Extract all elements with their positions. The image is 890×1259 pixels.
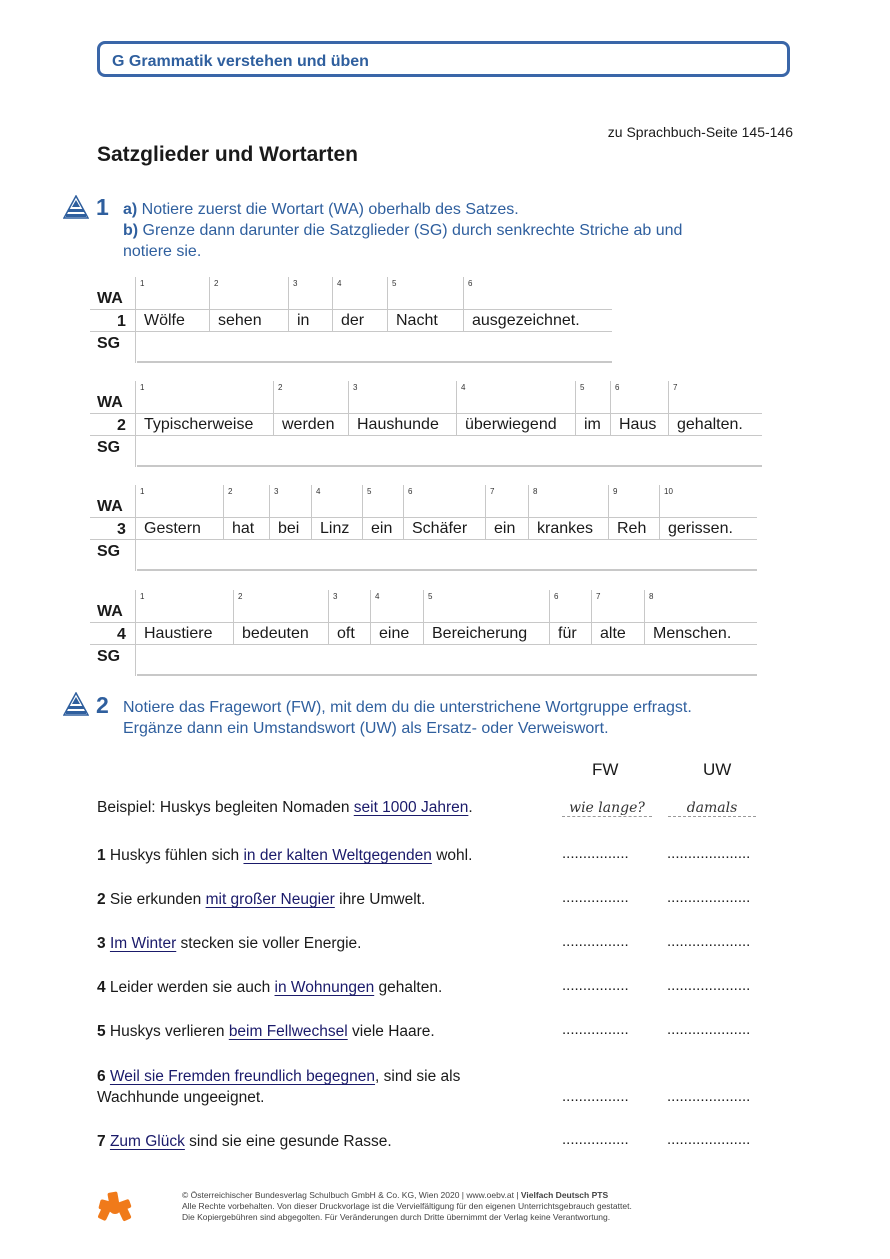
word-cell: ein	[371, 520, 393, 537]
word-cell: Wölfe	[144, 312, 185, 329]
table-line	[90, 644, 757, 645]
table-line	[456, 381, 457, 435]
task2-instructions	[123, 697, 783, 739]
task1-number: 1	[96, 194, 109, 220]
table-line	[608, 485, 609, 539]
item-text: , sind sie als	[375, 1068, 461, 1085]
table-line	[463, 277, 464, 331]
word-index: 3	[353, 383, 358, 392]
item-underlined-phrase: beim Fellwechsel	[228, 1023, 348, 1040]
example-underlined: seit 1000 Jahren	[353, 799, 469, 816]
item-text: gehalten.	[374, 979, 443, 996]
word-index: 2	[238, 592, 243, 601]
word-index: 4	[316, 487, 321, 496]
uw-answer-field[interactable]: ....................	[667, 845, 751, 862]
example-pre: Beispiel: Huskys begleiten Nomaden	[97, 799, 354, 816]
publisher-star-logo	[97, 1190, 133, 1226]
word-cell: in	[297, 312, 310, 329]
item-number: 4	[97, 979, 106, 996]
word-cell: bei	[278, 520, 300, 537]
table-line	[137, 361, 612, 363]
task2-number: 2	[96, 692, 109, 718]
fw-answer-field[interactable]: ................	[562, 933, 629, 950]
word-cell: Linz	[320, 520, 350, 537]
wa-label: WA	[97, 498, 123, 515]
word-cell: Haustiere	[144, 625, 213, 642]
item-text: sind sie eine gesunde Rasse.	[184, 1133, 392, 1150]
table-line	[90, 309, 612, 310]
word-cell: krankes	[537, 520, 594, 537]
word-cell: alte	[600, 625, 626, 642]
uw-answer-field[interactable]: ....................	[667, 933, 751, 950]
table-line	[332, 277, 333, 331]
word-index: 2	[278, 383, 283, 392]
item-number: 1	[97, 847, 106, 864]
item-underlined-phrase: Zum Glück	[109, 1133, 185, 1150]
item-text-line2: Wachhunde ungeeignet.	[97, 1089, 265, 1106]
table-line	[90, 413, 762, 414]
item-text: viele Haare.	[347, 1023, 435, 1040]
word-cell: Schäfer	[412, 520, 468, 537]
word-index: 5	[580, 383, 585, 392]
sentence-number: 3	[117, 521, 126, 538]
table-line	[659, 485, 660, 539]
word-cell: sehen	[218, 312, 262, 329]
wa-label: WA	[97, 603, 123, 620]
word-index: 5	[367, 487, 372, 496]
page-title: Satzglieder und Wortarten	[97, 143, 358, 166]
example-uw-answer: damals	[668, 800, 756, 817]
word-index: 1	[140, 487, 145, 496]
item-text: Sie erkunden	[105, 891, 206, 908]
table-line	[135, 590, 136, 676]
word-index: 2	[214, 279, 219, 288]
table-line	[403, 485, 404, 539]
uw-answer-field[interactable]: ....................	[667, 1131, 751, 1148]
task2-line1: Notiere das Fragewort (FW), mit dem du die unterstrichene Wortgruppe erfragst.	[123, 699, 692, 716]
table-line	[288, 277, 289, 331]
item-underlined-phrase: mit großer Neugier	[205, 891, 335, 908]
word-index: 3	[293, 279, 298, 288]
word-index: 2	[228, 487, 233, 496]
exercise-item	[97, 977, 537, 998]
word-index: 8	[533, 487, 538, 496]
task1-b-text: Grenze dann darunter die Satzglieder (SG) durch senkrechte Striche ab und	[138, 222, 683, 239]
table-line	[273, 381, 274, 435]
item-number: 2	[97, 891, 106, 908]
table-line	[328, 590, 329, 644]
word-cell: der	[341, 312, 365, 329]
sentence-table	[0, 277, 890, 367]
word-index: 1	[140, 383, 145, 392]
word-index: 7	[673, 383, 678, 392]
example-sentence	[97, 799, 473, 817]
word-cell: ein	[494, 520, 516, 537]
footer-text	[182, 1190, 632, 1223]
exercise-item	[97, 1131, 537, 1152]
item-number: 7	[97, 1133, 106, 1150]
fw-answer-field[interactable]: ................	[562, 977, 629, 994]
word-index: 1	[140, 279, 145, 288]
word-index: 10	[664, 487, 673, 496]
table-line	[348, 381, 349, 435]
word-index: 8	[649, 592, 654, 601]
sg-label: SG	[97, 543, 121, 560]
fw-answer-field[interactable]: ................	[562, 845, 629, 862]
item-underlined-phrase: in der kalten Weltgegenden	[243, 847, 432, 864]
word-index: 4	[375, 592, 380, 601]
word-index: 1	[140, 592, 145, 601]
footer-line1a: © Österreichischer Bundesverlag Schulbuch GmbH & Co. KG, Wien 2020 | www.oebv.at |	[182, 1190, 521, 1200]
item-number: 5	[97, 1023, 106, 1040]
word-cell: Nacht	[396, 312, 438, 329]
uw-answer-field[interactable]: ....................	[667, 1088, 751, 1105]
wa-label: WA	[97, 290, 123, 307]
sentence-number: 4	[117, 626, 126, 643]
table-line	[575, 381, 576, 435]
item-underlined-phrase: in Wohnungen	[274, 979, 375, 996]
item-text: Huskys verlieren	[105, 1023, 229, 1040]
uw-answer-field[interactable]: ....................	[667, 889, 751, 906]
table-line	[668, 381, 669, 435]
table-line	[644, 590, 645, 644]
sg-label: SG	[97, 439, 121, 456]
word-index: 7	[596, 592, 601, 601]
column-fw-label: FW	[592, 760, 619, 779]
table-line	[233, 590, 234, 644]
table-line	[387, 277, 388, 331]
word-cell: Reh	[617, 520, 647, 537]
word-index: 4	[461, 383, 466, 392]
table-line	[423, 590, 424, 644]
table-line	[90, 539, 757, 540]
table-line	[485, 485, 486, 539]
item-underlined-phrase: Im Winter	[109, 935, 177, 952]
word-cell: gerissen.	[668, 520, 733, 537]
word-cell: Haus	[619, 416, 657, 433]
item-number: 3	[97, 935, 106, 952]
task1-b-label: b)	[123, 222, 139, 239]
sentence-table	[0, 485, 890, 575]
word-index: 5	[428, 592, 433, 601]
word-cell: für	[558, 625, 577, 642]
table-line	[135, 381, 136, 467]
word-cell: bedeuten	[242, 625, 309, 642]
table-line	[362, 485, 363, 539]
table-line	[528, 485, 529, 539]
table-line	[90, 517, 757, 518]
item-text: wohl.	[431, 847, 473, 864]
sg-label: SG	[97, 648, 121, 665]
fw-answer-field[interactable]: ................	[562, 1131, 629, 1148]
word-index: 6	[468, 279, 473, 288]
task1-b-text2: notiere sie.	[123, 243, 202, 260]
word-cell: oft	[337, 625, 355, 642]
exercise-item	[97, 889, 537, 910]
uw-answer-field[interactable]: ....................	[667, 977, 751, 994]
table-line	[591, 590, 592, 644]
sentence-table	[0, 590, 890, 680]
footer-line1b: Vielfach Deutsch PTS	[520, 1190, 609, 1200]
item-underlined-phrase: Weil sie Fremden freundlich begegnen	[109, 1068, 376, 1085]
wa-label: WA	[97, 394, 123, 411]
word-index: 4	[337, 279, 342, 288]
word-cell: hat	[232, 520, 255, 537]
sentence-number: 1	[117, 313, 126, 330]
header-box	[97, 41, 790, 77]
task1-instructions	[123, 199, 773, 262]
table-line	[135, 485, 136, 571]
sg-label: SG	[97, 335, 121, 352]
table-line	[90, 331, 612, 332]
table-line	[370, 590, 371, 644]
header-title: G Grammatik verstehen und üben	[112, 53, 369, 70]
word-index: 7	[490, 487, 495, 496]
sentence-number: 2	[117, 417, 126, 434]
word-cell: im	[584, 416, 601, 433]
word-cell: überwiegend	[465, 416, 557, 433]
reference-text: zu Sprachbuch-Seite 145-146	[607, 124, 793, 140]
example-post: .	[468, 799, 473, 816]
word-index: 9	[613, 487, 618, 496]
word-index: 6	[554, 592, 559, 601]
footer-line2: Alle Rechte vorbehalten. Von dieser Druckvorlage ist die Vervielfältigung für den eigenen Unterrichtsgebrauch gestattet.	[182, 1201, 632, 1211]
word-cell: Menschen.	[653, 625, 732, 642]
difficulty-triangle-icon	[63, 195, 89, 219]
uw-answer-field[interactable]: ....................	[667, 1021, 751, 1038]
task2-line2: Ergänze dann ein Umstandswort (UW) als Ersatz- oder Verweiswort.	[123, 720, 609, 737]
word-cell: eine	[379, 625, 410, 642]
task1-a-label: a)	[123, 201, 138, 218]
item-text: stecken sie voller Energie.	[176, 935, 362, 952]
table-line	[549, 590, 550, 644]
table-line	[269, 485, 270, 539]
table-line	[311, 485, 312, 539]
table-line	[137, 465, 762, 467]
word-cell: Haushunde	[357, 416, 439, 433]
item-text: Huskys fühlen sich	[105, 847, 244, 864]
word-cell: Bereicherung	[432, 625, 528, 642]
example-fw-answer: wie lange?	[562, 800, 652, 817]
task1-a-text: Notiere zuerst die Wortart (WA) oberhalb des Satzes.	[137, 201, 519, 218]
footer-line3: Die Kopiergebühren sind abgegolten. Für Veränderungen durch Dritte übernimmt der Verlag keine Verantwortung.	[182, 1212, 611, 1222]
table-line	[209, 277, 210, 331]
item-text: Leider werden sie auch	[105, 979, 275, 996]
fw-answer-field[interactable]: ................	[562, 889, 629, 906]
word-index: 3	[274, 487, 279, 496]
word-index: 3	[333, 592, 338, 601]
sentence-table	[0, 381, 890, 471]
column-uw-label: UW	[703, 760, 732, 779]
word-cell: Typischerweise	[144, 416, 254, 433]
fw-answer-field[interactable]: ................	[562, 1021, 629, 1038]
word-cell: werden	[282, 416, 335, 433]
exercise-item	[97, 933, 537, 954]
word-cell: ausgezeichnet.	[472, 312, 580, 329]
item-text: ihre Umwelt.	[334, 891, 426, 908]
word-cell: gehalten.	[677, 416, 743, 433]
word-index: 6	[615, 383, 620, 392]
word-cell: Gestern	[144, 520, 201, 537]
word-index: 6	[408, 487, 413, 496]
table-line	[90, 435, 762, 436]
fw-answer-field[interactable]: ................	[562, 1088, 629, 1105]
table-line	[137, 674, 757, 676]
table-line	[137, 569, 757, 571]
exercise-item	[97, 1066, 537, 1108]
item-number: 6	[97, 1068, 106, 1085]
table-line	[610, 381, 611, 435]
table-line	[135, 277, 136, 363]
exercise-item	[97, 845, 537, 866]
word-index: 5	[392, 279, 397, 288]
exercise-item	[97, 1021, 537, 1042]
difficulty-triangle-icon	[63, 692, 89, 716]
table-line	[223, 485, 224, 539]
